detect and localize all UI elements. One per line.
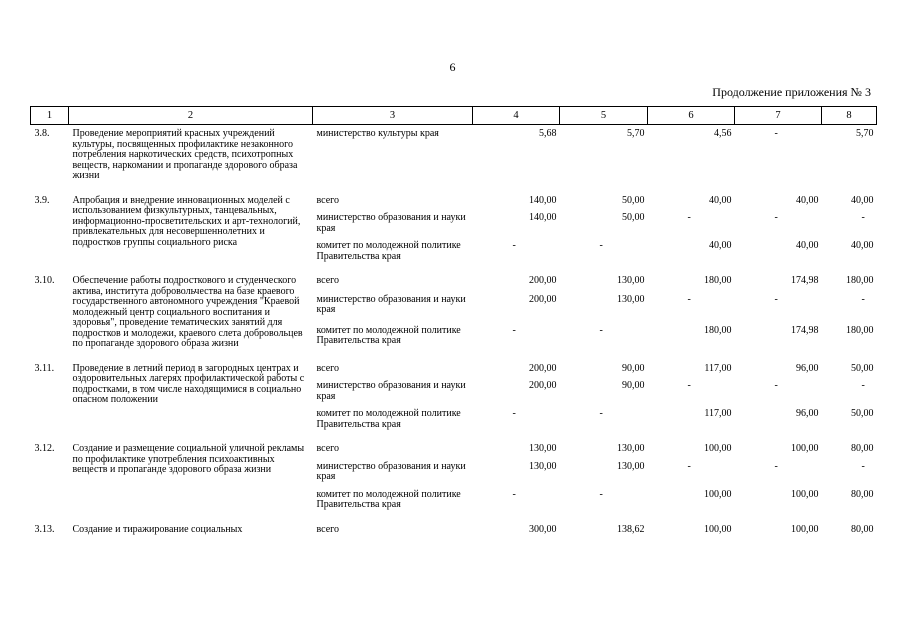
- value-cell: 40,00: [796, 240, 819, 251]
- value-cell: 140,00: [529, 194, 557, 206]
- value-cell: 140,00: [529, 212, 557, 223]
- value-cell: 130,00: [617, 460, 645, 472]
- value-cell: -: [512, 488, 516, 500]
- value-cell: 200,00: [529, 362, 557, 374]
- item-number: 3.10.: [34, 275, 55, 286]
- value-cell: 138,62: [617, 523, 645, 535]
- column-header: 7: [735, 107, 822, 125]
- value-cell: 200,00: [529, 380, 557, 391]
- value-cell: -: [512, 408, 516, 419]
- value-cell: 100,00: [704, 443, 732, 454]
- value-cell: -: [512, 240, 516, 251]
- executor: всего: [316, 523, 340, 535]
- value-cell: 117,00: [704, 408, 732, 419]
- value-cell: 174,98: [791, 324, 819, 336]
- table-row: [31, 272, 877, 288]
- page-number: 6: [449, 60, 456, 74]
- table-row: [31, 192, 877, 207]
- value-cell: 100,00: [704, 523, 732, 535]
- column-header: 3: [313, 107, 473, 125]
- item-number: 3.13.: [34, 523, 55, 535]
- value-cell: 300,00: [529, 523, 557, 535]
- executor: всего: [316, 194, 340, 206]
- value-cell: -: [687, 212, 691, 223]
- value-cell: 40,00: [851, 240, 874, 251]
- value-cell: 40,00: [709, 240, 732, 251]
- executor: министерство образования и науки края: [316, 380, 466, 402]
- item-description: Создание и размещение социальной уличной рекламы по профилактике употребления психоактивных веществ и пропаганде здорового образа жизни: [72, 443, 305, 475]
- value-cell: 180,00: [846, 275, 874, 286]
- value-cell: -: [599, 488, 603, 500]
- executor: министерство образования и науки края: [316, 212, 466, 234]
- value-cell: -: [861, 380, 865, 391]
- column-header: 8: [822, 107, 877, 125]
- table-row: [31, 440, 877, 455]
- item-number: 3.11.: [34, 362, 55, 374]
- item-description: Обеспечение работы подросткового и студенческого актива, института добровольчества на базе краевого государственного автономного учреждения "Краевой молодежный центр социального воспитания и здоровья", проведение тематических занятий для подростков и молодежи, краевого слета добровольцев по пропаганде здорового образа жизни: [72, 275, 303, 349]
- value-cell: 100,00: [704, 488, 732, 500]
- value-cell: 96,00: [796, 362, 819, 374]
- value-cell: -: [599, 324, 603, 336]
- value-cell: 50,00: [851, 408, 874, 419]
- item-number: 3.12.: [34, 443, 55, 454]
- value-cell: -: [599, 408, 603, 419]
- table-row: [31, 360, 877, 375]
- value-cell: 40,00: [709, 194, 732, 206]
- value-cell: 5,68: [539, 128, 557, 139]
- value-cell: 130,00: [617, 443, 645, 454]
- executor: министерство образования и науки края: [316, 293, 466, 316]
- executor: министерство образования и науки края: [316, 460, 466, 482]
- value-cell: 100,00: [791, 488, 819, 500]
- value-cell: 50,00: [622, 194, 645, 206]
- value-cell: 100,00: [791, 443, 819, 454]
- value-cell: 40,00: [796, 194, 819, 206]
- column-header: 6: [648, 107, 735, 125]
- executor: всего: [316, 443, 340, 454]
- value-cell: 40,00: [851, 194, 874, 206]
- value-cell: 90,00: [622, 380, 645, 391]
- value-cell: 130,00: [617, 293, 645, 305]
- value-cell: 200,00: [529, 275, 557, 286]
- executor: всего: [316, 275, 340, 286]
- value-cell: -: [774, 293, 778, 305]
- item-number: 3.9.: [34, 194, 50, 206]
- value-cell: -: [599, 240, 603, 251]
- item-description: Апробация и внедрение инновационных моделей с использованием физкультурных, танцевальных, информационно-просветительских и арт-технологий, привлекательных для несовершеннолетних и подростков группы социального риска: [72, 194, 301, 248]
- value-cell: 96,00: [796, 408, 819, 419]
- value-cell: 50,00: [851, 362, 874, 374]
- value-cell: -: [512, 324, 516, 336]
- value-cell: -: [774, 212, 778, 223]
- continuation-label: Продолжение приложения № 3: [712, 85, 871, 99]
- column-header-row: [31, 107, 877, 125]
- value-cell: 117,00: [704, 362, 732, 374]
- value-cell: 50,00: [622, 212, 645, 223]
- value-cell: 130,00: [617, 275, 645, 286]
- item-number: 3.8.: [34, 128, 50, 139]
- column-header: 2: [69, 107, 313, 125]
- table-row: [31, 521, 877, 536]
- item-description: Проведение в летний период в загородных центрах и оздоровительных лагерях профилактической работы с подростками, в том числе находящимися в социально опасном положении: [72, 362, 305, 405]
- value-cell: 200,00: [529, 293, 557, 305]
- value-cell: 100,00: [791, 523, 819, 535]
- executor: всего: [316, 362, 340, 374]
- column-header: 5: [560, 107, 648, 125]
- value-cell: 130,00: [529, 460, 557, 472]
- value-cell: -: [774, 128, 778, 139]
- value-cell: -: [861, 212, 865, 223]
- value-cell: 5,70: [856, 128, 874, 139]
- item-description: Проведение мероприятий красных учреждений культуры, посвященных профилактике незаконного потребления наркотических средств, психотропных веществ, наркомании и пропаганде здорового образа жизни: [72, 128, 298, 181]
- value-cell: 130,00: [529, 443, 557, 454]
- executor: комитет по молодежной политике Правительства края: [316, 324, 461, 347]
- value-cell: -: [687, 380, 691, 391]
- value-cell: -: [774, 460, 778, 472]
- item-description: Создание и тиражирование социальных: [72, 523, 243, 535]
- table-row: [31, 125, 877, 182]
- value-cell: -: [861, 460, 865, 472]
- value-cell: 180,00: [846, 324, 874, 336]
- value-cell: 174,98: [791, 275, 819, 286]
- executor: комитет по молодежной политике Правительства края: [316, 488, 461, 510]
- budget-table: [30, 106, 877, 535]
- value-cell: -: [687, 293, 691, 305]
- value-cell: 4,56: [714, 128, 732, 139]
- value-cell: 90,00: [622, 362, 645, 374]
- value-cell: -: [861, 293, 865, 305]
- value-cell: -: [774, 380, 778, 391]
- executor: министерство культуры края: [316, 128, 439, 139]
- value-cell: 80,00: [851, 488, 874, 500]
- column-header: 4: [473, 107, 560, 125]
- value-cell: 80,00: [851, 523, 874, 535]
- value-cell: 80,00: [851, 443, 874, 454]
- value-cell: 180,00: [704, 275, 732, 286]
- executor: комитет по молодежной политике Правительства края: [316, 408, 461, 430]
- executor: комитет по молодежной политике Правительства края: [316, 240, 461, 262]
- value-cell: -: [687, 460, 691, 472]
- column-header: 1: [31, 107, 69, 125]
- value-cell: 180,00: [704, 324, 732, 336]
- value-cell: 5,70: [627, 128, 645, 139]
